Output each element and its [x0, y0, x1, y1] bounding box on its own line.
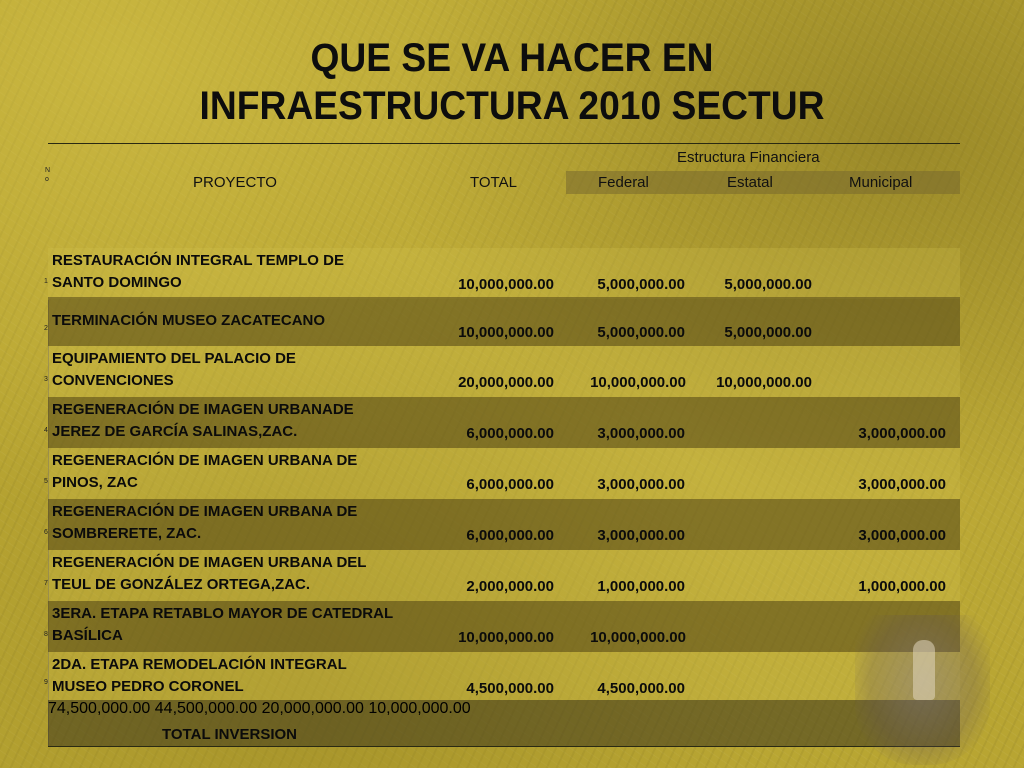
total-municipal: 10,000,000.00: [368, 700, 471, 717]
row-project: [52, 399, 422, 443]
number-header-line-2: o: [45, 176, 49, 183]
row-federal: 3,000,000.00: [597, 425, 685, 442]
row-federal: 1,000,000.00: [597, 578, 685, 595]
project-line-1: EQUIPAMIENTO DEL PALACIO DE: [52, 350, 296, 367]
project-line-1: REGENERACIÓN DE IMAGEN URBANA DE: [52, 503, 358, 520]
row-total: 10,000,000.00: [458, 629, 554, 646]
row-federal: 10,000,000.00: [590, 629, 686, 646]
row-number: 7: [44, 580, 48, 587]
row-project: [52, 348, 422, 392]
total-federal: 44,500,000.00: [154, 700, 258, 717]
row-project: [52, 250, 422, 294]
row-estatal: 5,000,000.00: [724, 324, 812, 341]
row-total: 10,000,000.00: [458, 324, 554, 341]
row-project: [52, 450, 422, 494]
total-column-header: TOTAL: [470, 174, 517, 191]
row-municipal: 3,000,000.00: [858, 476, 946, 493]
row-project: [52, 552, 422, 596]
project-line-2: SANTO DOMINGO: [52, 274, 182, 291]
row-total: 2,000,000.00: [466, 578, 554, 595]
project-line-1: TERMINACIÓN MUSEO ZACATECANO: [52, 312, 326, 329]
row-federal: 3,000,000.00: [597, 527, 685, 544]
table-row: [44, 448, 960, 499]
emblem-figure: [913, 640, 935, 700]
project-line-1: REGENERACIÓN DE IMAGEN URBANA DEL: [52, 554, 367, 571]
table-row: [44, 397, 960, 448]
total-label: TOTAL INVERSION: [162, 726, 298, 743]
project-line-2: TEUL DE GONZÁLEZ ORTEGA,ZAC.: [52, 576, 311, 593]
row-number: 9: [44, 679, 48, 686]
project-line-2: JEREZ DE GARCÍA SALINAS,ZAC.: [52, 423, 298, 440]
federal-column-header: Federal: [598, 174, 649, 191]
row-federal: 5,000,000.00: [597, 276, 685, 293]
project-line-2: MUSEO PEDRO CORONEL: [52, 678, 244, 695]
total-row: [48, 700, 960, 747]
row-number: 5: [44, 478, 48, 485]
project-line-2: BASÍLICA: [52, 627, 123, 644]
row-total: 6,000,000.00: [466, 476, 554, 493]
project-line-1: REGENERACIÓN DE IMAGEN URBANA DE: [52, 452, 358, 469]
grand-total: 74,500,000.00: [48, 700, 151, 717]
row-number: 2: [44, 325, 48, 332]
row-total: 10,000,000.00: [458, 276, 554, 293]
financing-structure-header: Estructura Financiera: [677, 149, 820, 166]
project-line-1: RESTAURACIÓN INTEGRAL TEMPLO DE: [52, 252, 344, 269]
row-number: 3: [44, 376, 48, 383]
row-project: [52, 603, 422, 647]
project-line-1: REGENERACIÓN DE IMAGEN URBANADE: [52, 401, 354, 418]
table-bottom-rule: [48, 746, 960, 747]
row-federal: 10,000,000.00: [590, 374, 686, 391]
row-municipal: 3,000,000.00: [858, 527, 946, 544]
table-row: [44, 499, 960, 550]
table-row: [44, 297, 960, 346]
table-row: [44, 550, 960, 601]
estatal-column-header: Estatal: [727, 174, 773, 191]
row-number: 8: [44, 631, 48, 638]
row-number: 4: [44, 427, 48, 434]
project-line-2: CONVENCIONES: [52, 372, 174, 389]
number-column-header: [45, 166, 50, 184]
table-row: [44, 248, 960, 299]
municipal-column-header: Municipal: [849, 174, 913, 191]
total-estatal: 20,000,000.00: [261, 700, 364, 717]
row-federal: 5,000,000.00: [597, 324, 685, 341]
row-estatal: 5,000,000.00: [724, 276, 812, 293]
row-municipal: 1,000,000.00: [858, 578, 946, 595]
row-total: 20,000,000.00: [458, 374, 554, 391]
row-total: 4,500,000.00: [466, 680, 554, 697]
project-line-2: PINOS, ZAC: [52, 474, 138, 491]
row-project: [52, 501, 422, 545]
row-project: [52, 654, 422, 698]
project-column-header: PROYECTO: [193, 174, 277, 191]
slide-title-line-1: QUE SE VA HACER EN: [310, 36, 714, 80]
project-line-1: 2DA. ETAPA REMODELACIÓN INTEGRAL: [52, 656, 347, 673]
slide-title-line-2: INFRAESTRUCTURA 2010 SECTUR: [199, 84, 825, 128]
row-total: 6,000,000.00: [466, 527, 554, 544]
project-line-1: 3ERA. ETAPA RETABLO MAYOR DE CATEDRAL: [52, 605, 394, 622]
row-project: [52, 310, 422, 332]
row-estatal: 10,000,000.00: [716, 374, 812, 391]
table-row: [44, 601, 960, 652]
row-total: 6,000,000.00: [466, 425, 554, 442]
row-number: 6: [44, 529, 48, 536]
project-line-2: SOMBRERETE, ZAC.: [52, 525, 202, 542]
row-number: 1: [44, 278, 48, 285]
table-row: [44, 346, 960, 397]
table-row: [44, 652, 960, 700]
table-top-rule: [48, 143, 960, 144]
row-federal: 4,500,000.00: [597, 680, 685, 697]
row-municipal: 3,000,000.00: [858, 425, 946, 442]
number-header-line-1: N: [45, 167, 51, 174]
slide-title: [36, 34, 988, 130]
row-federal: 3,000,000.00: [597, 476, 685, 493]
